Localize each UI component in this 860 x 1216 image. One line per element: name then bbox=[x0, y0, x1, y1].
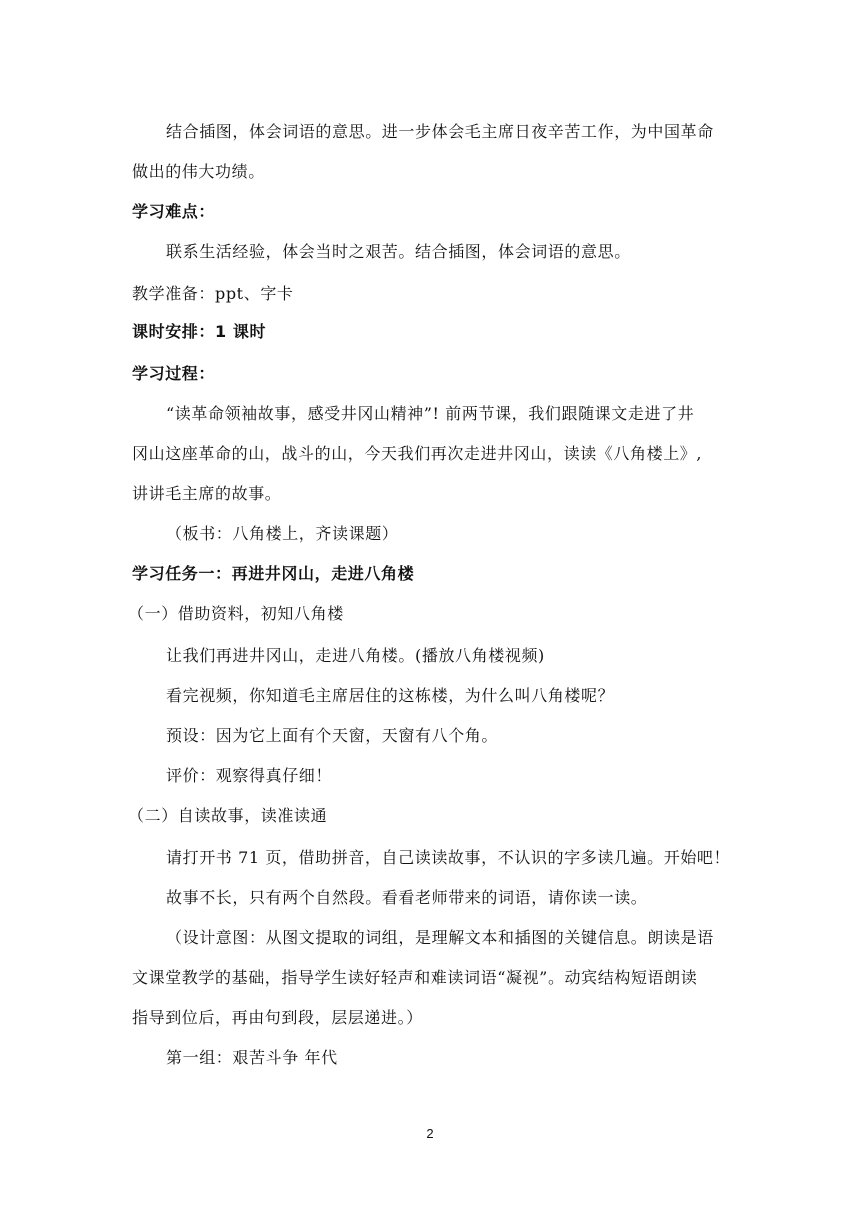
paragraph-line: 做出的伟大功绩。 bbox=[132, 162, 265, 181]
section-heading: 学习难点： bbox=[132, 202, 216, 221]
section-heading: 学习过程： bbox=[132, 364, 216, 383]
paragraph-line: 冈山这座革命的山，战斗的山，今天我们再次走进井冈山，读读《八角楼上》, bbox=[132, 444, 703, 463]
subsection-heading: （一）借助资料，初知八角楼 bbox=[128, 604, 344, 623]
paragraph-line: 第一组：艰苦斗争 年代 bbox=[166, 1048, 338, 1067]
page-number: 2 bbox=[426, 1126, 434, 1141]
paragraph-line: 看完视频，你知道毛主席居住的这栋楼，为什么叫八角楼呢？ bbox=[166, 686, 615, 705]
paragraph-line: 让我们再进井冈山，走进八角楼。(播放八角楼视频) bbox=[166, 646, 545, 665]
section-heading: 课时安排：1 课时 bbox=[132, 322, 267, 341]
paragraph-line: 预设：因为它上面有个天窗，天窗有八个角。 bbox=[166, 726, 499, 745]
paragraph-line: 故事不长，只有两个自然段。看看老师带来的词语，请你读一读。 bbox=[166, 888, 648, 907]
paragraph-line: （板书：八角楼上，齐读课题） bbox=[166, 524, 399, 543]
section-heading: 学习任务一：再进井冈山，走进八角楼 bbox=[132, 564, 415, 583]
paragraph-line: 讲讲毛主席的故事。 bbox=[132, 484, 282, 503]
paragraph-line: 请打开书 71 页，借助拼音，自己读读故事，不认识的字多读几遍。开始吧！ bbox=[166, 848, 731, 867]
paragraph-line: 教学准备：ppt、字卡 bbox=[132, 284, 294, 303]
paragraph-line: 文课堂教学的基础，指导学生读好轻声和难读词语“凝视”。动宾结构短语朗读 bbox=[132, 968, 698, 987]
paragraph-line: 指导到位后，再由句到段，层层递进。） bbox=[132, 1008, 423, 1027]
paragraph-line: 评价：观察得真仔细！ bbox=[166, 766, 333, 785]
paragraph-line: 结合插图，体会词语的意思。进一步体会毛主席日夜辛苦工作，为中国革命 bbox=[166, 122, 714, 141]
paragraph-line: 联系生活经验，体会当时之艰苦。结合插图，体会词语的意思。 bbox=[166, 242, 631, 261]
paragraph-line: “读革命领袖故事，感受井冈山精神”! 前两节课，我们跟随课文走进了井 bbox=[166, 404, 695, 423]
paragraph-line: （设计意图：从图文提取的词组，是理解文本和插图的关键信息。朗读是语 bbox=[166, 928, 714, 947]
subsection-heading: （二）自读故事，读准读通 bbox=[128, 806, 328, 825]
